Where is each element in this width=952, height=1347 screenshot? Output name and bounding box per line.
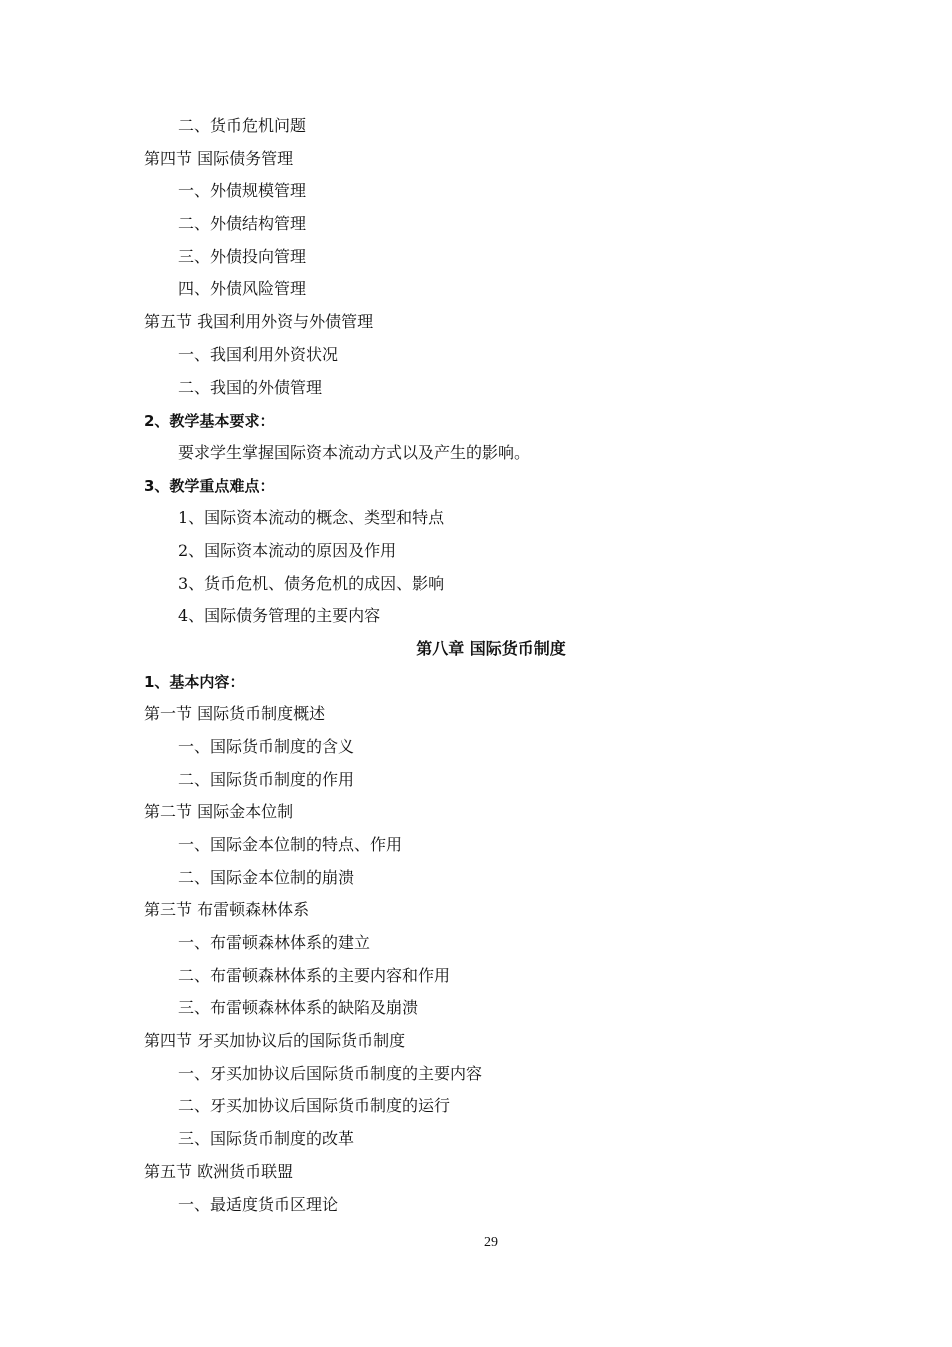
list-item: 一、我国利用外资状况: [178, 345, 339, 364]
section-heading: 第二节 国际金本位制: [144, 802, 294, 821]
subheading-basic-content: 1、基本内容：: [144, 673, 245, 691]
list-item: 二、牙买加协议后国际货币制度的运行: [178, 1096, 451, 1115]
page-number: 29: [484, 1235, 498, 1250]
list-item: 二、布雷顿森林体系的主要内容和作用: [178, 966, 451, 985]
list-item: 一、布雷顿森林体系的建立: [178, 933, 371, 952]
list-item: 二、国际货币制度的作用: [178, 770, 355, 789]
section-heading: 第三节 布雷顿森林体系: [144, 900, 310, 919]
list-item: 二、货币危机问题: [178, 116, 307, 135]
list-item: 一、国际金本位制的特点、作用: [178, 835, 403, 854]
section-heading: 第四节 国际债务管理: [144, 149, 294, 168]
list-item: 3、货币危机、债务危机的成因、影响: [178, 574, 445, 593]
list-item: 三、布雷顿森林体系的缺陷及崩溃: [178, 998, 419, 1017]
list-item: 四、外债风险管理: [178, 279, 307, 298]
list-item: 三、国际货币制度的改革: [178, 1129, 355, 1148]
list-item: 2、国际资本流动的原因及作用: [178, 541, 397, 560]
section-heading: 第五节 欧洲货币联盟: [144, 1162, 294, 1181]
section-heading: 第四节 牙买加协议后的国际货币制度: [144, 1031, 406, 1050]
list-item: 一、最适度货币区理论: [178, 1195, 339, 1214]
list-item: 二、我国的外债管理: [178, 378, 323, 397]
list-item: 二、外债结构管理: [178, 214, 307, 233]
list-item: 一、外债规模管理: [178, 181, 307, 200]
subheading-key-points: 3、教学重点难点：: [144, 477, 275, 495]
chapter-title: 第八章 国际货币制度: [416, 639, 566, 658]
list-item: 三、外债投向管理: [178, 247, 307, 266]
paragraph: 要求学生掌握国际资本流动方式以及产生的影响。: [178, 443, 531, 462]
list-item: 二、国际金本位制的崩溃: [178, 868, 355, 887]
subheading-teaching-requirements: 2、教学基本要求：: [144, 412, 275, 430]
section-heading: 第五节 我国利用外资与外债管理: [144, 312, 374, 331]
list-item: 1、国际资本流动的概念、类型和特点: [178, 508, 445, 527]
list-item: 一、牙买加协议后国际货币制度的主要内容: [178, 1064, 483, 1083]
section-heading: 第一节 国际货币制度概述: [144, 704, 326, 723]
list-item: 一、国际货币制度的含义: [178, 737, 355, 756]
list-item: 4、国际债务管理的主要内容: [178, 606, 381, 625]
